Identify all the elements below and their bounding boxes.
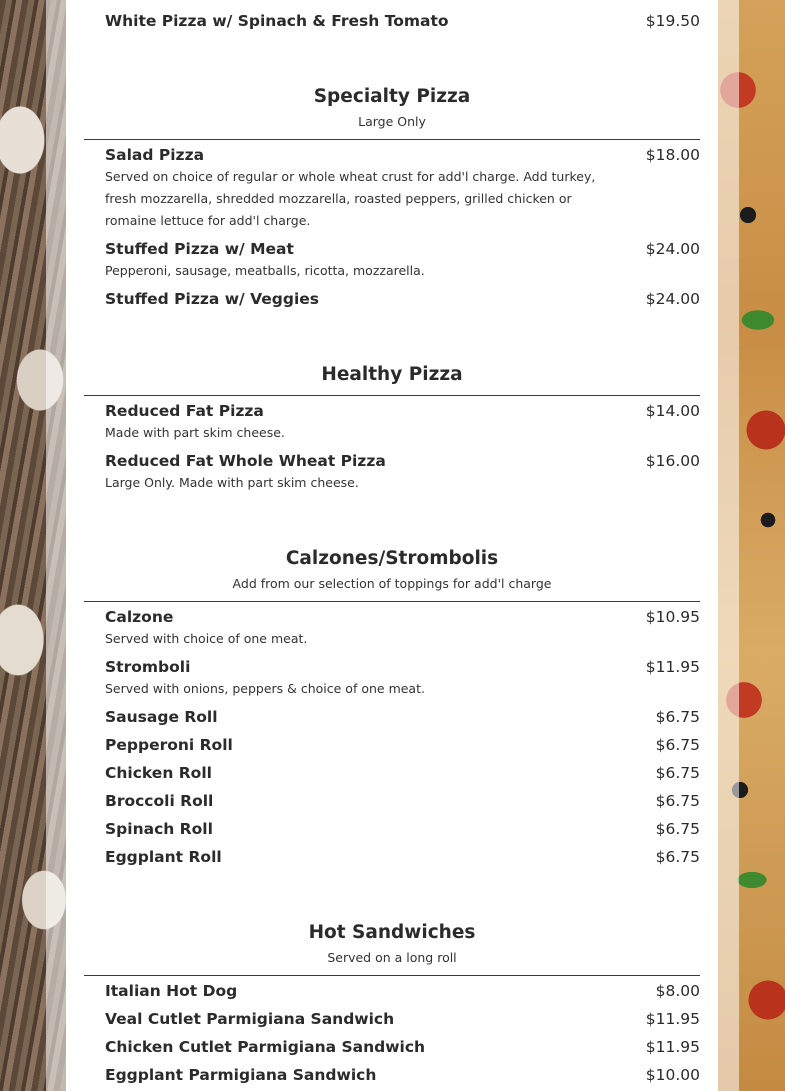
menu-item [105, 146, 700, 232]
section-title-healthy-pizza: Healthy Pizza [321, 364, 463, 385]
item-name: Stuffed Pizza w/ Meat [105, 240, 294, 258]
section-title-hot-sandwiches: Hot Sandwiches [308, 922, 476, 943]
item-price: $8.00 [655, 982, 700, 1000]
menu-item [105, 736, 700, 754]
item-price: $24.00 [645, 240, 700, 258]
item-price: $10.95 [645, 608, 700, 626]
item-description: Served on choice of regular or whole wheat crust for add'l charge. Add turkey, fresh mozzarella, shredded mozzarella, roasted peppers, grilled chicken or romaine lettuce for add'l charge. [105, 169, 596, 228]
menu-item [105, 290, 700, 308]
item-price: $6.75 [655, 848, 700, 866]
item-name: Salad Pizza [105, 146, 205, 164]
item-name: Eggplant Parmigiana Sandwich [105, 1066, 377, 1084]
item-name: White Pizza w/ Spinach & Fresh Tomato [105, 12, 449, 30]
item-name: Calzone [105, 608, 174, 626]
panel-border-right [718, 0, 739, 1091]
item-description: Served with onions, peppers & choice of one meat. [105, 681, 425, 696]
item-price: $24.00 [645, 290, 700, 308]
item-price: $11.95 [645, 1038, 700, 1056]
item-price: $18.00 [645, 146, 700, 164]
item-name: Pepperoni Roll [105, 736, 233, 754]
item-name: Broccoli Roll [105, 792, 214, 810]
section-divider [84, 975, 700, 976]
item-name: Chicken Roll [105, 764, 212, 782]
menu-item [105, 12, 700, 30]
panel-border-left [46, 0, 66, 1091]
item-description: Pepperoni, sausage, meatballs, ricotta, mozzarella. [105, 263, 425, 278]
item-description: Large Only. Made with part skim cheese. [105, 475, 359, 490]
menu-item [105, 1038, 700, 1056]
menu-item [105, 608, 700, 650]
section-subtitle: Add from our selection of toppings for add'l charge [232, 576, 552, 591]
item-price: $6.75 [655, 764, 700, 782]
item-price: $11.95 [645, 658, 700, 676]
section-divider [84, 395, 700, 396]
item-price: $14.00 [645, 402, 700, 420]
menu-item [105, 708, 700, 726]
item-name: Reduced Fat Whole Wheat Pizza [105, 452, 386, 470]
menu-item [105, 820, 700, 838]
menu-panel [66, 0, 718, 1091]
item-name: Stuffed Pizza w/ Veggies [105, 290, 320, 308]
section-subtitle: Served on a long roll [327, 950, 457, 965]
section-title-calzones-strombolis: Calzones/Strombolis [285, 548, 499, 569]
menu-item [105, 402, 700, 444]
item-name: Stromboli [105, 658, 191, 676]
item-price: $6.75 [655, 736, 700, 754]
menu-item [105, 764, 700, 782]
section-divider [84, 139, 700, 140]
item-description: Served with choice of one meat. [105, 631, 308, 646]
item-price: $11.95 [645, 1010, 700, 1028]
item-price: $19.50 [645, 12, 700, 30]
menu-item [105, 848, 700, 866]
section-title-specialty-pizza: Specialty Pizza [313, 86, 471, 107]
item-name: Sausage Roll [105, 708, 218, 726]
menu-item [105, 1010, 700, 1028]
item-price: $10.00 [645, 1066, 700, 1084]
section-divider [84, 601, 700, 602]
item-name: Eggplant Roll [105, 848, 222, 866]
item-name: Spinach Roll [105, 820, 213, 838]
item-name: Italian Hot Dog [105, 982, 238, 1000]
item-price: $6.75 [655, 792, 700, 810]
item-description: Made with part skim cheese. [105, 425, 285, 440]
menu-item [105, 452, 700, 494]
item-name: Chicken Cutlet Parmigiana Sandwich [105, 1038, 426, 1056]
menu-item [105, 1066, 700, 1084]
item-name: Veal Cutlet Parmigiana Sandwich [105, 1010, 395, 1028]
menu-item [105, 658, 700, 700]
item-price: $16.00 [645, 452, 700, 470]
menu-item [105, 982, 700, 1000]
section-subtitle: Large Only [358, 114, 426, 129]
menu-item [105, 792, 700, 810]
item-price: $6.75 [655, 708, 700, 726]
item-name: Reduced Fat Pizza [105, 402, 264, 420]
menu-item [105, 240, 700, 282]
item-price: $6.75 [655, 820, 700, 838]
